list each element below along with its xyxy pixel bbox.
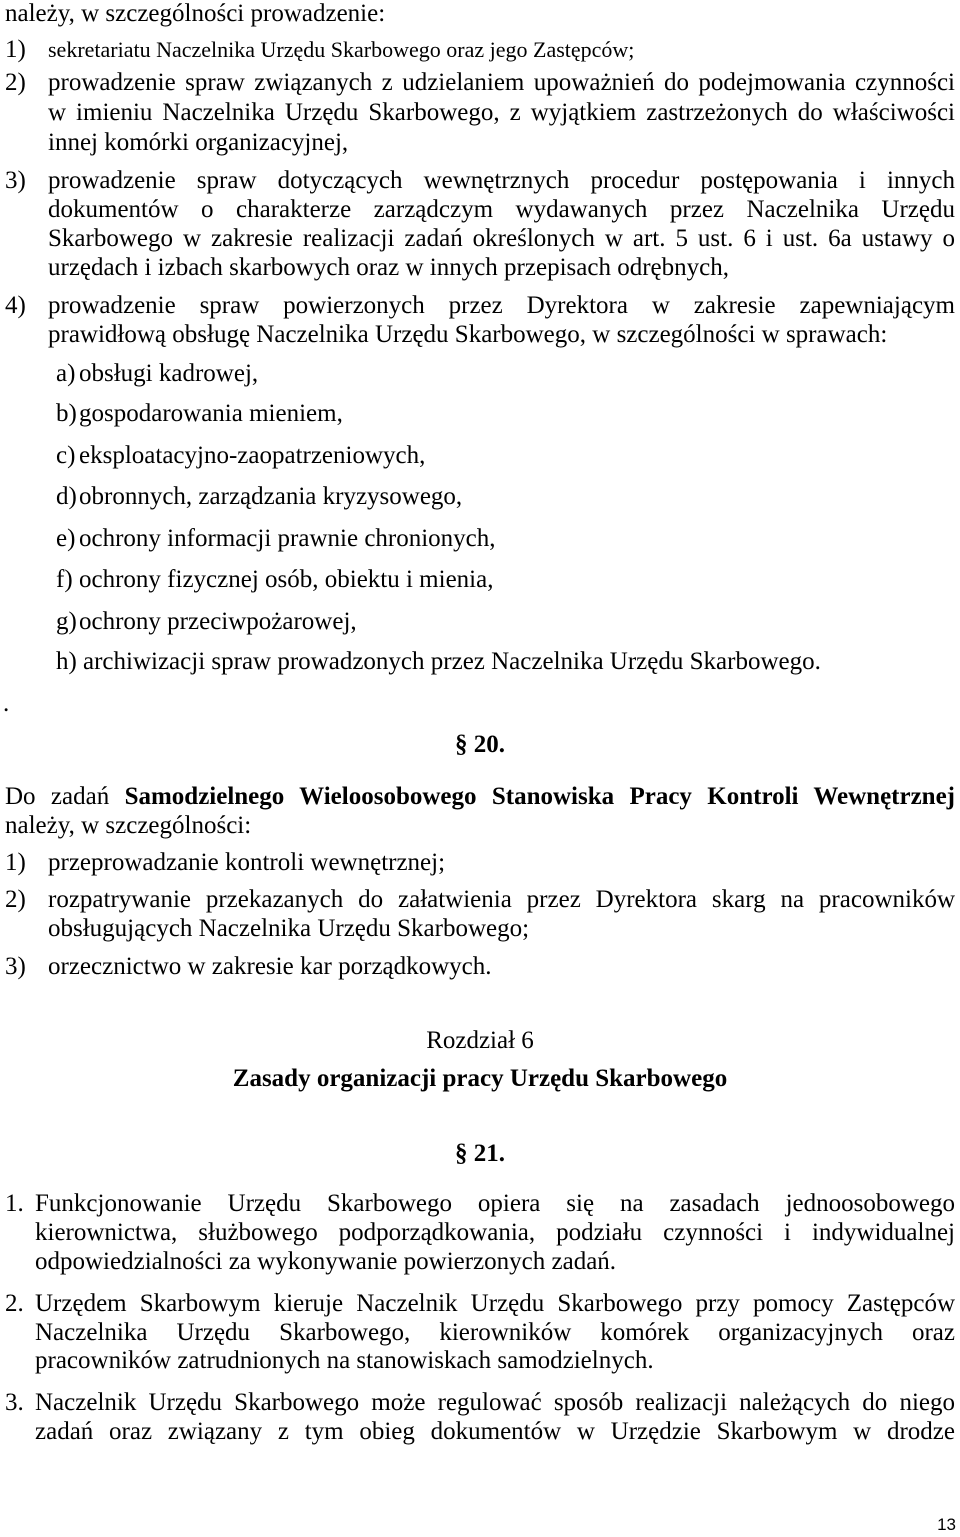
stray-dot: .	[3, 690, 10, 717]
sublist-item: obronnych, zarządzania kryzysowego,	[79, 483, 463, 510]
list-line: orzecznictwo w zakresie kar porządkowych.	[48, 953, 492, 980]
section-heading: § 20.	[455, 731, 505, 758]
list-marker: 1)	[5, 849, 26, 876]
paragraph-line: Urzędem Skarbowym kieruje Naczelnik Urzędu Skarbowego przy pomocy Zastępców	[35, 1290, 955, 1317]
page-number: 13	[937, 1515, 956, 1534]
sublist-marker: d)	[56, 483, 77, 510]
section-heading: § 21.	[455, 1140, 505, 1167]
sublist-item: gospodarowania mieniem,	[79, 400, 343, 427]
sublist-item: obsługi kadrowej,	[79, 360, 259, 387]
list-marker: 3)	[5, 953, 26, 980]
paragraph-number: 2.	[5, 1290, 24, 1317]
list-line: w imieniu Naczelnika Urzędu Skarbowego, z wyjątkiem zastrzeżonych do właściwości	[48, 99, 955, 126]
list-marker: 1)	[5, 36, 26, 63]
sublist-marker: b)	[56, 400, 77, 427]
sublist-item: archiwizacji spraw prowadzonych przez Naczelnika Urzędu Skarbowego.	[83, 648, 821, 675]
paragraph-line: Naczelnik Urzędu Skarbowego może regulować sposób realizacji należących do niego	[35, 1389, 955, 1416]
paragraph-line: pracowników zatrudnionych na stanowiskach samodzielnych.	[35, 1347, 654, 1374]
list-line: prowadzenie spraw dotyczących wewnętrznych procedur postępowania i innych	[48, 167, 955, 194]
list-marker: 4)	[5, 292, 26, 319]
list-line: Skarbowego w zakresie realizacji zadań określonych w art. 5 ust. 6 i ust. 6a ustawy o	[48, 225, 955, 252]
paragraph-line: odpowiedzialności za wykonywanie powierzonych zadań.	[35, 1248, 617, 1275]
paragraph-line: zadań oraz związany z tym obieg dokumentów w Urzędzie Skarbowym w drodze	[35, 1418, 955, 1445]
paragraph-number: 3.	[5, 1389, 24, 1416]
sublist-marker: c)	[56, 442, 76, 469]
list-line: prawidłową obsługę Naczelnika Urzędu Skarbowego, w szczególności w sprawach:	[48, 321, 888, 348]
list-line: sekretariatu Naczelnika Urzędu Skarbowego oraz jego Zastępców;	[48, 37, 635, 62]
sublist-marker: f)	[56, 566, 73, 593]
list-line: obsługujących Naczelnika Urzędu Skarbowego;	[48, 915, 530, 942]
section-intro-continuation: należy, w szczególności:	[5, 812, 252, 839]
list-line: prowadzenie spraw związanych z udzielaniem upoważnień do podejmowania czynności	[48, 69, 955, 96]
list-line: dokumentów o charakterze zarządczym wydawanych przez Naczelnika Urzędu	[48, 196, 955, 223]
list-marker: 3)	[5, 167, 26, 194]
intro-text: należy, w szczególności prowadzenie:	[5, 0, 386, 27]
chapter-title: Zasady organizacji pracy Urzędu Skarbowego	[232, 1065, 728, 1092]
sublist-marker: e)	[56, 525, 76, 552]
sublist-item: ochrony informacji prawnie chronionych,	[79, 525, 496, 552]
chapter-label: Rozdział 6	[426, 1027, 534, 1054]
sublist-marker: g)	[56, 608, 77, 635]
list-line: urzędach i izbach skarbowych oraz w innych przepisach odrębnych,	[48, 254, 729, 281]
section-intro	[5, 783, 955, 811]
list-marker: 2)	[5, 886, 26, 913]
paragraph-line: kierownictwa, służbowego podporządkowania, podziału czynności i indywidualnej	[35, 1219, 955, 1246]
sublist-item: ochrony fizycznej osób, obiektu i mienia,	[79, 566, 494, 593]
section-intro-prefix: Do zadań	[5, 783, 110, 810]
list-line: innej komórki organizacyjnej,	[48, 129, 349, 156]
sublist-marker: h)	[56, 648, 77, 675]
sublist-item: ochrony przeciwpożarowej,	[79, 608, 357, 635]
paragraph-number: 1.	[5, 1190, 24, 1217]
list-marker: 2)	[5, 69, 26, 96]
list-line: prowadzenie spraw powierzonych przez Dyrektora w zakresie zapewniającym	[48, 292, 955, 319]
paragraph-line: Naczelnika Urzędu Skarbowego, kierowników komórek organizacyjnych oraz	[35, 1319, 955, 1346]
list-line: rozpatrywanie przekazanych do załatwienia przez Dyrektora skarg na pracowników	[48, 886, 955, 913]
unit-name: Samodzielnego Wieloosobowego Stanowiska Pracy Kontroli Wewnętrznej	[124, 783, 955, 810]
paragraph-line: Funkcjonowanie Urzędu Skarbowego opiera się na zasadach jednoosobowego	[35, 1190, 955, 1217]
sublist-item: eksploatacyjno-zaopatrzeniowych,	[79, 442, 426, 469]
sublist-marker: a)	[56, 360, 76, 387]
list-line: przeprowadzanie kontroli wewnętrznej;	[48, 849, 446, 876]
